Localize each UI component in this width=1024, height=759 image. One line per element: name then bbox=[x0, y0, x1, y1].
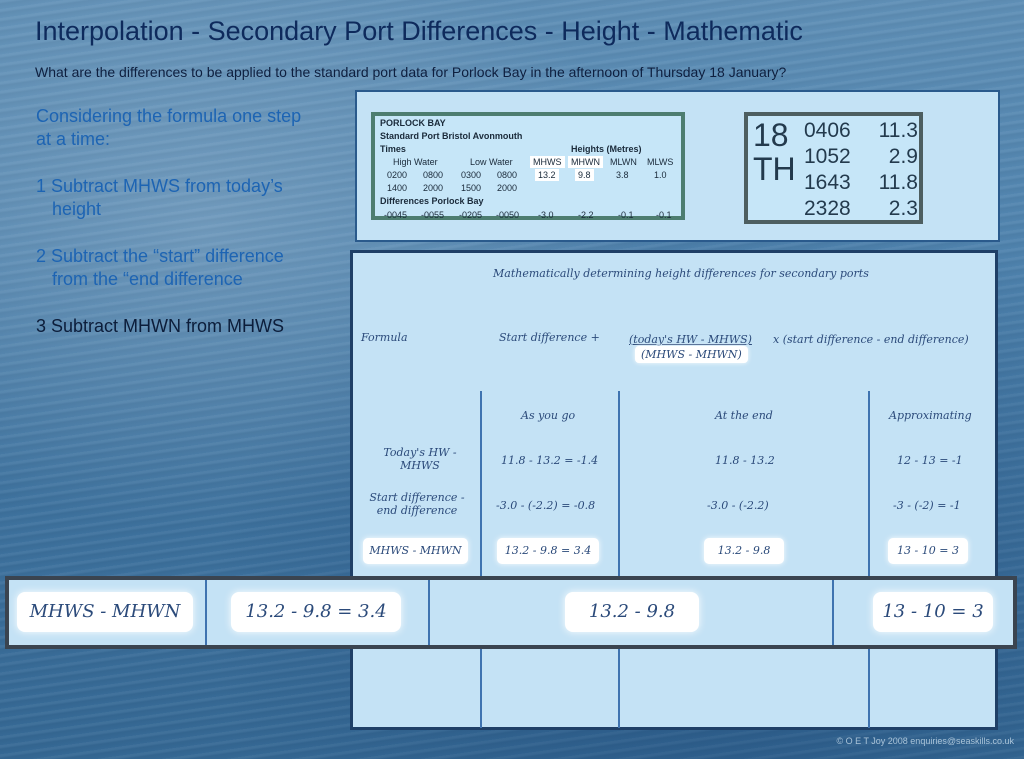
col-mhwn: MHWN bbox=[568, 156, 603, 168]
lw-time: 0800 bbox=[497, 170, 518, 180]
formula-tail: x (start difference - end difference) bbox=[773, 333, 969, 346]
cell-value: 11.8 - 13.2 = -1.4 bbox=[501, 454, 599, 467]
low-water-label: Low Water bbox=[470, 157, 513, 167]
col-header-approximating: Approximating bbox=[889, 409, 972, 422]
column-divider bbox=[832, 580, 834, 645]
lw-time: 0300 bbox=[461, 170, 482, 180]
formula-denominator: (MHWS - MHWN) bbox=[635, 346, 748, 363]
date-tide-box bbox=[744, 112, 923, 224]
zoom-at-end: 13.2 - 9.8 bbox=[565, 592, 699, 632]
height-diff: -2.2 bbox=[578, 210, 594, 220]
cell-value: -3 - (-2) = -1 bbox=[893, 499, 961, 512]
height-diff: -0.1 bbox=[656, 210, 672, 220]
formula-label: Formula bbox=[361, 331, 408, 344]
height-diff: -3.0 bbox=[538, 210, 554, 220]
column-divider bbox=[428, 580, 430, 645]
row-label-mhws-mhwn: MHWS - MHWN bbox=[363, 538, 468, 564]
height-mlws: 1.0 bbox=[654, 170, 667, 180]
tide-times bbox=[804, 118, 918, 222]
height-mlwn: 3.8 bbox=[616, 170, 629, 180]
zoom-label: MHWS - MHWN bbox=[17, 592, 193, 632]
cell-value: 12 - 13 = -1 bbox=[897, 454, 963, 467]
formula-panel bbox=[350, 250, 998, 730]
page-title: Interpolation - Secondary Port Differences - Height - Mathematic bbox=[35, 16, 803, 46]
formula-heading: Mathematically determining height differences for secondary ports bbox=[493, 267, 869, 280]
step-2: 2 Subtract the “start” difference from the “end difference bbox=[36, 246, 284, 289]
copyright: © O E T Joy 2008 enquiries@seaskills.co.uk bbox=[836, 736, 1014, 746]
question-text: What are the differences to be applied to the standard port data for Porlock Bay in the afternoon of Thursday 18 January? bbox=[35, 64, 787, 80]
cell-value: 11.8 - 13.2 bbox=[715, 454, 775, 467]
place-name: PORLOCK BAY bbox=[380, 118, 446, 128]
hw-time: 1400 bbox=[387, 183, 408, 193]
time-diff: -0055 bbox=[421, 210, 445, 220]
column-divider bbox=[618, 391, 620, 728]
row-label-hw-mhws: Today's HW - MHWS bbox=[383, 446, 457, 472]
height-mhws: 13.2 bbox=[535, 169, 559, 181]
date-suffix: TH bbox=[753, 151, 796, 187]
date-day: 18 bbox=[753, 117, 789, 153]
height-diff: -0.1 bbox=[618, 210, 634, 220]
tide-row: 1643 11.8 bbox=[804, 171, 918, 194]
zoom-approx: 13 - 10 = 3 bbox=[873, 592, 993, 632]
differences-label: Differences Porlock Bay bbox=[380, 196, 484, 206]
col-header-at-the-end: At the end bbox=[715, 409, 773, 422]
time-diff: -0050 bbox=[496, 210, 520, 220]
heights-label: Heights (Metres) bbox=[571, 144, 642, 154]
col-mlws: MLWS bbox=[647, 157, 674, 167]
standard-port: Standard Port Bristol Avonmouth bbox=[380, 131, 523, 141]
porlock-tide-table bbox=[371, 112, 685, 220]
lw-time: 2000 bbox=[497, 183, 518, 193]
hw-time: 0800 bbox=[423, 170, 444, 180]
column-divider bbox=[205, 580, 207, 645]
tide-row: 0406 11.3 bbox=[804, 119, 918, 142]
tide-data-panel bbox=[355, 90, 1000, 242]
cell-value: -3.0 - (-2.2) = -0.8 bbox=[496, 499, 596, 512]
zoomed-row bbox=[5, 576, 1017, 649]
tide-row: 1052 2.9 bbox=[804, 145, 918, 168]
zoom-as-you-go: 13.2 - 9.8 = 3.4 bbox=[231, 592, 401, 632]
high-water-label: High Water bbox=[393, 157, 438, 167]
formula-start: Start difference + bbox=[499, 331, 600, 344]
formula-numerator: (today's HW - MHWS) bbox=[629, 333, 752, 346]
time-diff: -0045 bbox=[384, 210, 408, 220]
col-mhws: MHWS bbox=[530, 156, 565, 168]
step-1: 1 Subtract MHWS from today’s height bbox=[36, 176, 283, 219]
row-label-start-end: Start difference - end difference bbox=[369, 491, 465, 517]
hw-time: 2000 bbox=[423, 183, 444, 193]
cell-value: 13.2 - 9.8 bbox=[704, 538, 784, 564]
col-header-as-you-go: As you go bbox=[521, 409, 576, 422]
times-label: Times bbox=[380, 144, 406, 154]
step-3: 3 Subtract MHWN from MHWS bbox=[36, 316, 285, 336]
lw-time: 1500 bbox=[461, 183, 482, 193]
time-diff: -0205 bbox=[459, 210, 483, 220]
hw-time: 0200 bbox=[387, 170, 408, 180]
height-mhwn: 9.8 bbox=[575, 169, 594, 181]
cell-value: -3.0 - (-2.2) bbox=[707, 499, 769, 512]
col-mlwn: MLWN bbox=[610, 157, 637, 167]
cell-value: 13.2 - 9.8 = 3.4 bbox=[497, 538, 599, 564]
tide-row: 2328 2.3 bbox=[804, 197, 918, 220]
cell-value: 13 - 10 = 3 bbox=[888, 538, 968, 564]
column-divider bbox=[868, 391, 870, 728]
intro-text: Considering the formula one step at a time: bbox=[36, 106, 302, 149]
column-divider bbox=[480, 391, 482, 728]
